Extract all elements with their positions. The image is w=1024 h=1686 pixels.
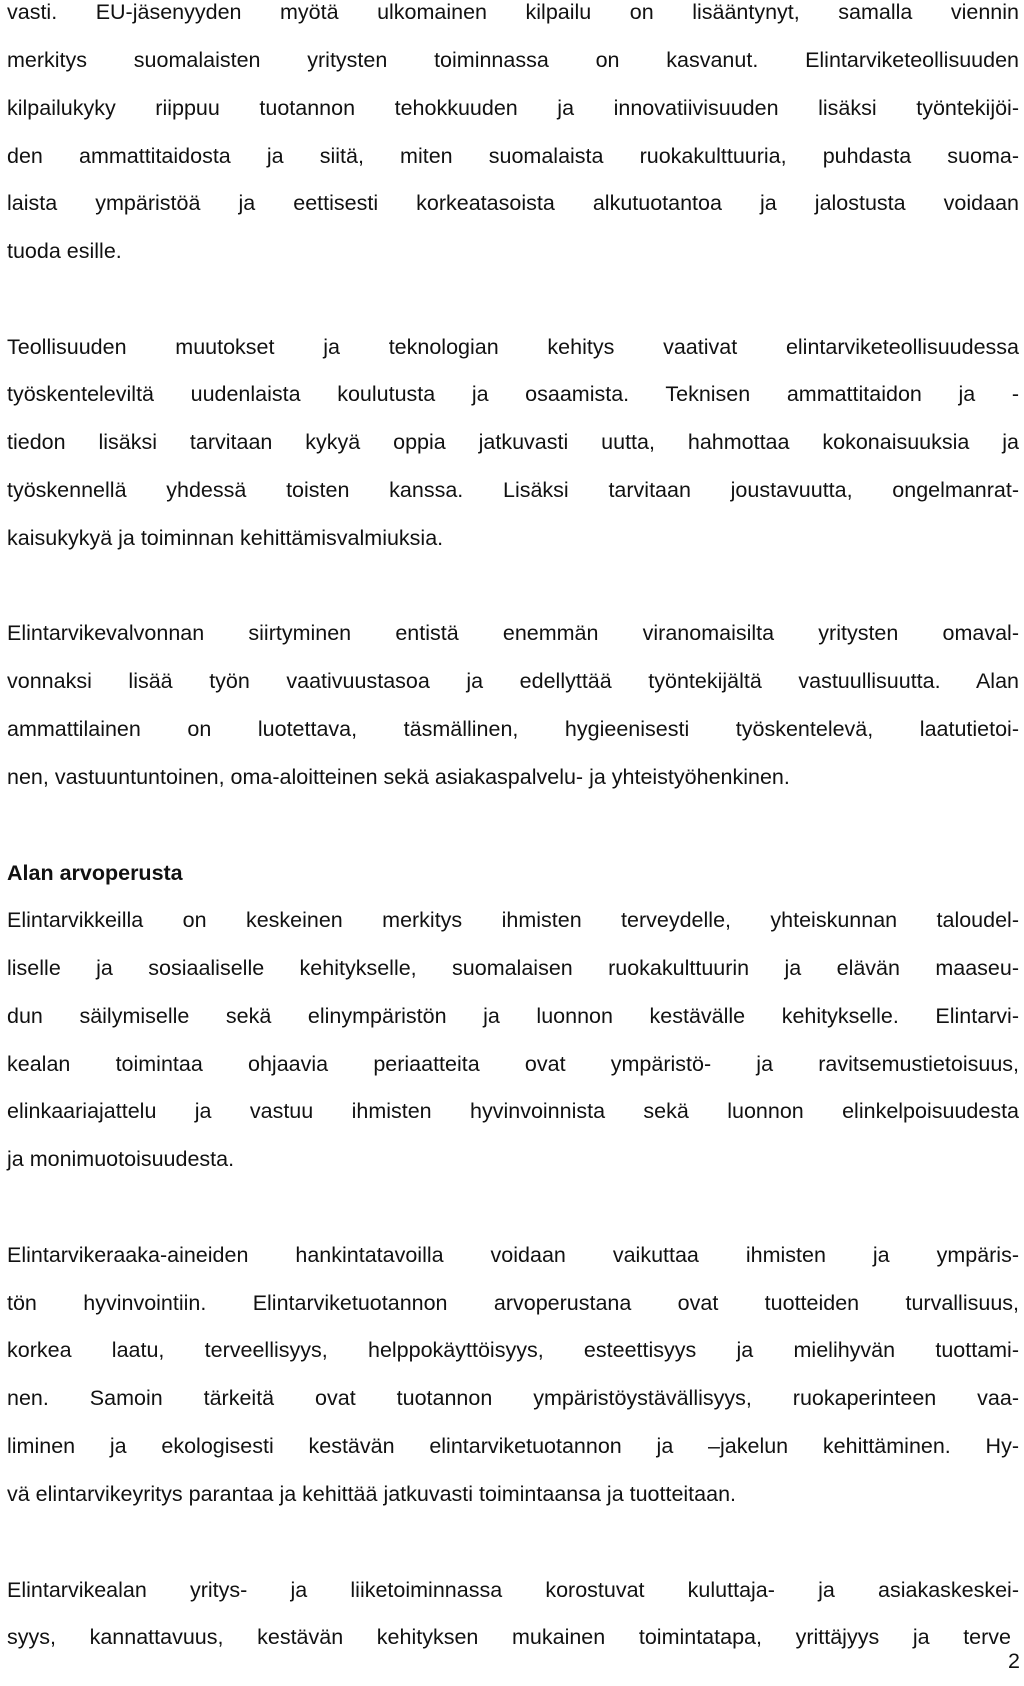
paragraph-1-line-1: vasti. EU-jäsenyyden myötä ulkomainen kilpailu on lisääntynyt, samalla viennin <box>7 0 1019 24</box>
paragraph-5-line-4: nen. Samoin tärkeitä ovat tuotannon ympäristöystävällisyys, ruokaperinteen vaa- <box>7 1386 1019 1410</box>
paragraph-2-line-5: kaisukykyä ja toiminnan kehittämisvalmiuksia. <box>7 526 444 550</box>
paragraph-1-line-5: laista ympäristöä ja eettisesti korkeatasoista alkutuotantoa ja jalostusta voidaan <box>7 191 1019 215</box>
paragraph-5-line-5: liminen ja ekologisesti kestävän elintarviketuotannon ja –jakelun kehittäminen. Hy- <box>7 1434 1019 1458</box>
paragraph-6-line-2: syys, kannattavuus, kestävän kehityksen mukainen toimintatapa, yrittäjyys ja terve <box>7 1625 1011 1649</box>
paragraph-5-line-6: vä elintarvikeyritys parantaa ja kehittää jatkuvasti toimintaansa ja tuotteitaan. <box>7 1482 737 1506</box>
paragraph-2-line-4: työskennellä yhdessä toisten kanssa. Lisäksi tarvitaan joustavuutta, ongelmanrat- <box>7 478 1019 502</box>
paragraph-3-line-3: ammattilainen on luotettava, täsmällinen, hygieenisesti työskentelevä, laatutietoi- <box>7 717 1019 741</box>
page-number: 2 <box>1008 1649 1020 1673</box>
paragraph-5-line-2: tön hyvinvointiin. Elintarviketuotannon arvoperustana ovat tuotteiden turvallisuus, <box>7 1291 1019 1315</box>
paragraph-3-line-4: nen, vastuuntuntoinen, oma-aloitteinen sekä asiakaspalvelu- ja yhteistyöhenkinen. <box>7 765 790 789</box>
paragraph-5-line-3: korkea laatu, terveellisyys, helppokäyttöisyys, esteettisyys ja mielihyvän tuottami- <box>7 1338 1019 1362</box>
paragraph-4-line-1: Elintarvikkeilla on keskeinen merkitys ihmisten terveydelle, yhteiskunnan taloudel- <box>7 908 1019 932</box>
section-heading: Alan arvoperusta <box>7 861 183 885</box>
paragraph-3-line-2: vonnaksi lisää työn vaativuustasoa ja edellyttää työntekijältä vastuullisuutta. Alan <box>7 669 1019 693</box>
paragraph-4-line-4: kealan toimintaa ohjaavia periaatteita ovat ympäristö- ja ravitsemustietoisuus, <box>7 1052 1019 1076</box>
paragraph-6-line-1: Elintarvikealan yritys- ja liiketoiminnassa korostuvat kuluttaja- ja asiakaskeskei- <box>7 1578 1019 1602</box>
paragraph-1-line-2: merkitys suomalaisten yritysten toiminnassa on kasvanut. Elintarviketeollisuuden <box>7 48 1019 72</box>
paragraph-1-line-4: den ammattitaidosta ja siitä, miten suomalaista ruokakulttuuria, puhdasta suoma- <box>7 144 1019 168</box>
paragraph-1-line-6: tuoda esille. <box>7 239 122 263</box>
paragraph-4-line-5: elinkaariajattelu ja vastuu ihmisten hyvinvoinnista sekä luonnon elinkelpoisuudesta <box>7 1099 1019 1123</box>
paragraph-2-line-2: työskenteleviltä uudenlaista koulutusta ja osaamista. Teknisen ammattitaidon ja - <box>7 382 1019 406</box>
paragraph-4-line-2: liselle ja sosiaaliselle kehitykselle, suomalaisen ruokakulttuurin ja elävän maaseu- <box>7 956 1019 980</box>
paragraph-4-line-3: dun säilymiselle sekä elinympäristön ja luonnon kestävälle kehitykselle. Elintarvi- <box>7 1004 1019 1028</box>
paragraph-3-line-1: Elintarvikevalvonnan siirtyminen entistä enemmän viranomaisilta yritysten omaval- <box>7 621 1019 645</box>
paragraph-2-line-1: Teollisuuden muutokset ja teknologian kehitys vaativat elintarviketeollisuudessa <box>7 335 1019 359</box>
paragraph-2-line-3: tiedon lisäksi tarvitaan kykyä oppia jatkuvasti uutta, hahmottaa kokonaisuuksia ja <box>7 430 1019 454</box>
paragraph-1-line-3: kilpailukyky riippuu tuotannon tehokkuuden ja innovatiivisuuden lisäksi työntekijöi- <box>7 96 1019 120</box>
paragraph-5-line-1: Elintarvikeraaka-aineiden hankintatavoilla voidaan vaikuttaa ihmisten ja ympäris- <box>7 1243 1019 1267</box>
paragraph-4-line-6: ja monimuotoisuudesta. <box>7 1147 235 1171</box>
